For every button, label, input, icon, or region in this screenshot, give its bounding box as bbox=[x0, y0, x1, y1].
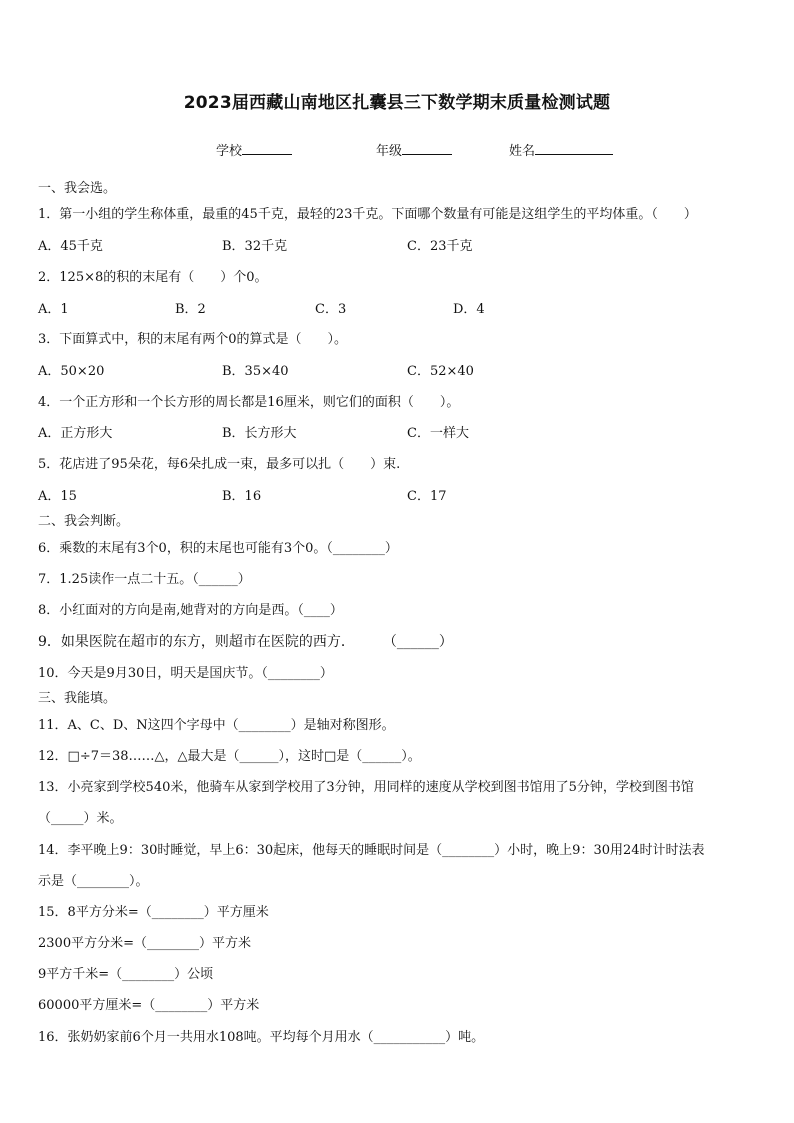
grade-blank bbox=[402, 142, 452, 155]
q1-option-a: A．45千克 bbox=[38, 239, 103, 254]
question-2: 2．125×8的积的末尾有（ ）个0。 bbox=[38, 270, 268, 285]
question-15-line-2: 2300平方分米=（________）平方米 bbox=[38, 936, 251, 951]
q2-option-c: C．3 bbox=[315, 302, 347, 317]
question-11: 11．A、C、D、N这四个字母中（________）是轴对称图形。 bbox=[38, 718, 395, 733]
q5-option-c: C．17 bbox=[407, 489, 447, 504]
question-14-line-2: 示是（________）。 bbox=[38, 874, 149, 889]
question-16: 16．张奶奶家前6个月一共用水108吨。平均每个月用水（___________）吨。 bbox=[38, 1030, 485, 1045]
question-4: 4．一个正方形和一个长方形的周长都是16厘米，则它们的面积（ ）。 bbox=[38, 395, 460, 410]
question-15-line-1: 15．8平方分米=（________）平方厘米 bbox=[38, 905, 269, 920]
section-heading-judge: 二、我会判断。 bbox=[38, 514, 130, 529]
name-field bbox=[509, 140, 613, 159]
question-12: 12．□÷7＝38……△，△最大是（______），这时□是（______）。 bbox=[38, 749, 421, 764]
question-15-line-3: 9平方千米=（________）公顷 bbox=[38, 967, 214, 982]
q3-option-a: A．50×20 bbox=[38, 364, 105, 379]
q5-option-b: B．16 bbox=[222, 489, 262, 504]
question-15-line-4: 60000平方厘米=（________）平方米 bbox=[38, 998, 260, 1013]
q2-option-b: B．2 bbox=[175, 302, 206, 317]
school-label: 学校 bbox=[216, 144, 243, 159]
q2-option-a: A．1 bbox=[38, 302, 69, 317]
q1-option-b: B．32千克 bbox=[222, 239, 288, 254]
q1-option-c: C．23千克 bbox=[407, 239, 473, 254]
section-heading-fill: 三、我能填。 bbox=[38, 691, 117, 706]
question-13-line-1: 13．小亮家到学校540米，他骑车从家到学校用了3分钟，用同样的速度从学校到图书馆用了5分钟，学校到图书馆 bbox=[38, 780, 694, 795]
q4-option-b: B．长方形大 bbox=[222, 426, 297, 441]
q2-option-d: D．4 bbox=[453, 302, 485, 317]
grade-field bbox=[376, 140, 452, 159]
question-9: 9．如果医院在超市的东方，则超市在医院的西方． （______） bbox=[38, 634, 453, 650]
school-field bbox=[216, 140, 292, 159]
name-label: 姓名 bbox=[509, 144, 536, 159]
q3-option-c: C．52×40 bbox=[407, 364, 474, 379]
question-1: 1．第一小组的学生称体重，最重的45千克，最轻的23千克。下面哪个数量有可能是这组学生的平均体重。（ ） bbox=[38, 207, 697, 222]
grade-label: 年级 bbox=[376, 144, 403, 159]
question-8: 8．小红面对的方向是南,她背对的方向是西。（____） bbox=[38, 603, 343, 618]
question-10: 10．今天是9月30日，明天是国庆节。（________） bbox=[38, 666, 333, 681]
q4-option-a: A．正方形大 bbox=[38, 426, 113, 441]
question-6: 6．乘数的末尾有3个0，积的末尾也可能有3个0。（________） bbox=[38, 541, 398, 556]
q3-option-b: B．35×40 bbox=[222, 364, 289, 379]
school-blank bbox=[242, 142, 292, 155]
section-heading-choose: 一、我会选。 bbox=[38, 181, 117, 196]
question-13-line-2: （_____）米。 bbox=[38, 811, 123, 826]
q4-option-c: C．一样大 bbox=[407, 426, 469, 441]
question-7: 7．1.25读作一点二十五。（______） bbox=[38, 572, 251, 587]
question-14-line-1: 14．李平晚上9：30时睡觉，早上6：30起床，他每天的睡眠时间是（________）小时，晚上9：30用24时计时法表 bbox=[38, 843, 705, 858]
question-5: 5．花店进了95朵花，每6朵扎成一束，最多可以扎（ ）束. bbox=[38, 457, 401, 472]
question-3: 3．下面算式中，积的末尾有两个0的算式是（ ）。 bbox=[38, 332, 348, 347]
name-blank bbox=[535, 142, 613, 155]
q5-option-a: A．15 bbox=[38, 489, 77, 504]
page-title: 2023届西藏山南地区扎囊县三下数学期末质量检测试题 bbox=[183, 93, 611, 113]
